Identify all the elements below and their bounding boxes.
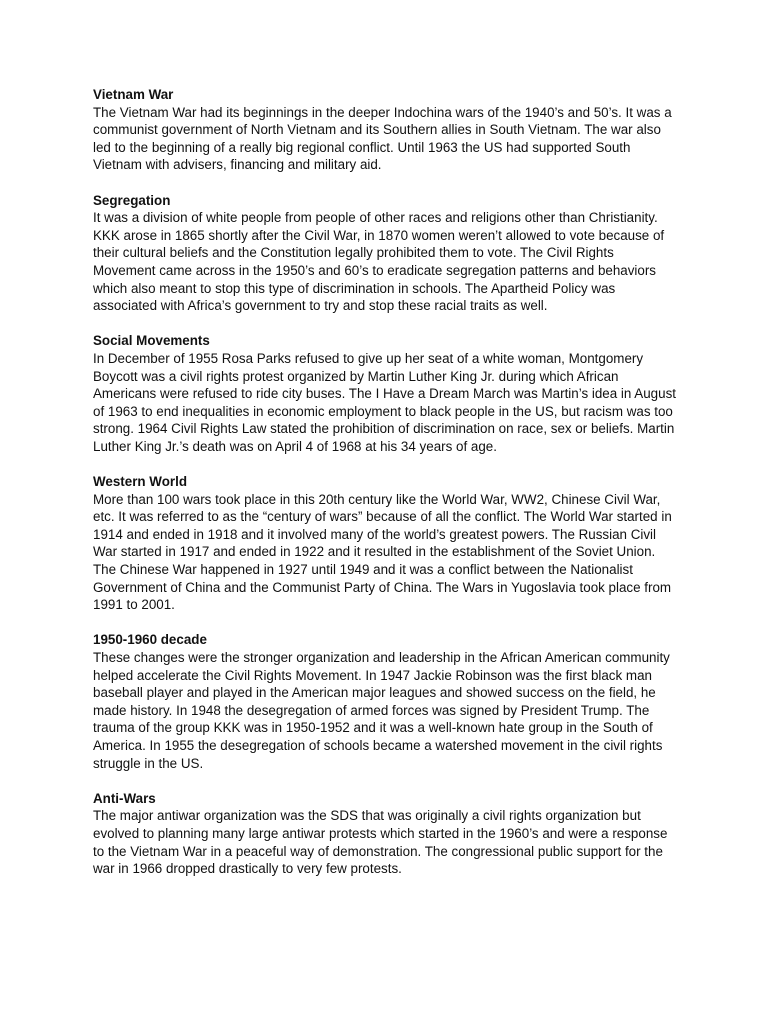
section-heading: Western World bbox=[93, 474, 187, 490]
section-western-world bbox=[93, 473, 677, 614]
section-vietnam-war bbox=[93, 86, 677, 174]
section-body: More than 100 wars took place in this 20th century like the World War, WW2, Chinese Civil War, etc. It was referred to as the “century of wars” because of all the conflict. The World War started in 1914 and ended in 1918 and it involved many of the world’s greatest powers. The Russian Civil War started in 1917 and ended in 1922 and it resulted in the establishment of the Soviet Union. The Chinese War happened in 1927 until 1949 and it was a conflict between the Nationalist Government of China and the Communist Party of China. The Wars in Yugoslavia took place from 1991 to 2001. bbox=[93, 491, 672, 613]
section-1950-1960-decade bbox=[93, 631, 677, 772]
document-page bbox=[93, 86, 677, 895]
section-social-movements bbox=[93, 332, 677, 455]
section-body: These changes were the stronger organization and leadership in the African American community helped accelerate the Civil Rights Movement. In 1947 Jackie Robinson was the first black man baseball player and played in the American major leagues and showed success on the field, he made history. In 1948 the desegregation of armed forces was signed by President Trump. The trauma of the group KKK was in 1950-1952 and it was a well-known hate group in the South of America. In 1955 the desegregation of schools became a watershed movement in the civil rights struggle in the US. bbox=[93, 650, 670, 771]
section-heading: Segregation bbox=[93, 192, 171, 208]
section-heading: 1950-1960 decade bbox=[93, 632, 207, 648]
section-body: In December of 1955 Rosa Parks refused to give up her seat of a white woman, Montgomery Boycott was a civil rights protest organized by Martin Luther King Jr. during which African Americans were refused to ride city buses. The I Have a Dream March was Martin’s idea in August of 1963 to end inequalities in economic employment to black people in the US, but racism was too strong. 1964 Civil Rights Law stated the prohibition of discrimination on race, sex or beliefs. Martin Luther King Jr.’s death was on April 4 of 1968 at his 34 years of age. bbox=[93, 350, 676, 454]
section-segregation bbox=[93, 192, 677, 315]
section-body: It was a division of white people from people of other races and religions other than Christianity. KKK arose in 1865 shortly after the Civil War, in 1870 women weren’t allowed to vote because of their cultural beliefs and the Constitution legally prohibited them to vote. The Civil Rights Movement came across in the 1950’s and 60’s to eradicate segregation patterns and behaviors which also meant to stop this type of discrimination in schools. The Apartheid Policy was associated with Africa’s government to try and stop these racial traits as well. bbox=[93, 210, 665, 314]
section-heading: Vietnam War bbox=[93, 87, 174, 102]
section-anti-wars bbox=[93, 790, 677, 878]
section-body: The Vietnam War had its beginnings in the deeper Indochina wars of the 1940’s and 50’s. It was a communist government of North Vietnam and its Southern allies in South Vietnam. The war also led to the beginning of a really big regional conflict. Until 1963 the US had supported South Vietnam with advisers, financing and military aid. bbox=[93, 104, 672, 173]
section-heading: Social Movements bbox=[93, 333, 210, 349]
section-body: The major antiwar organization was the SDS that was originally a civil rights organization but evolved to planning many large antiwar protests which started in the 1960’s and were a response to the Vietnam War in a peaceful way of demonstration. The congressional public support for the war in 1966 dropped drastically to very few protests. bbox=[93, 808, 668, 877]
section-heading: Anti-Wars bbox=[93, 790, 156, 806]
